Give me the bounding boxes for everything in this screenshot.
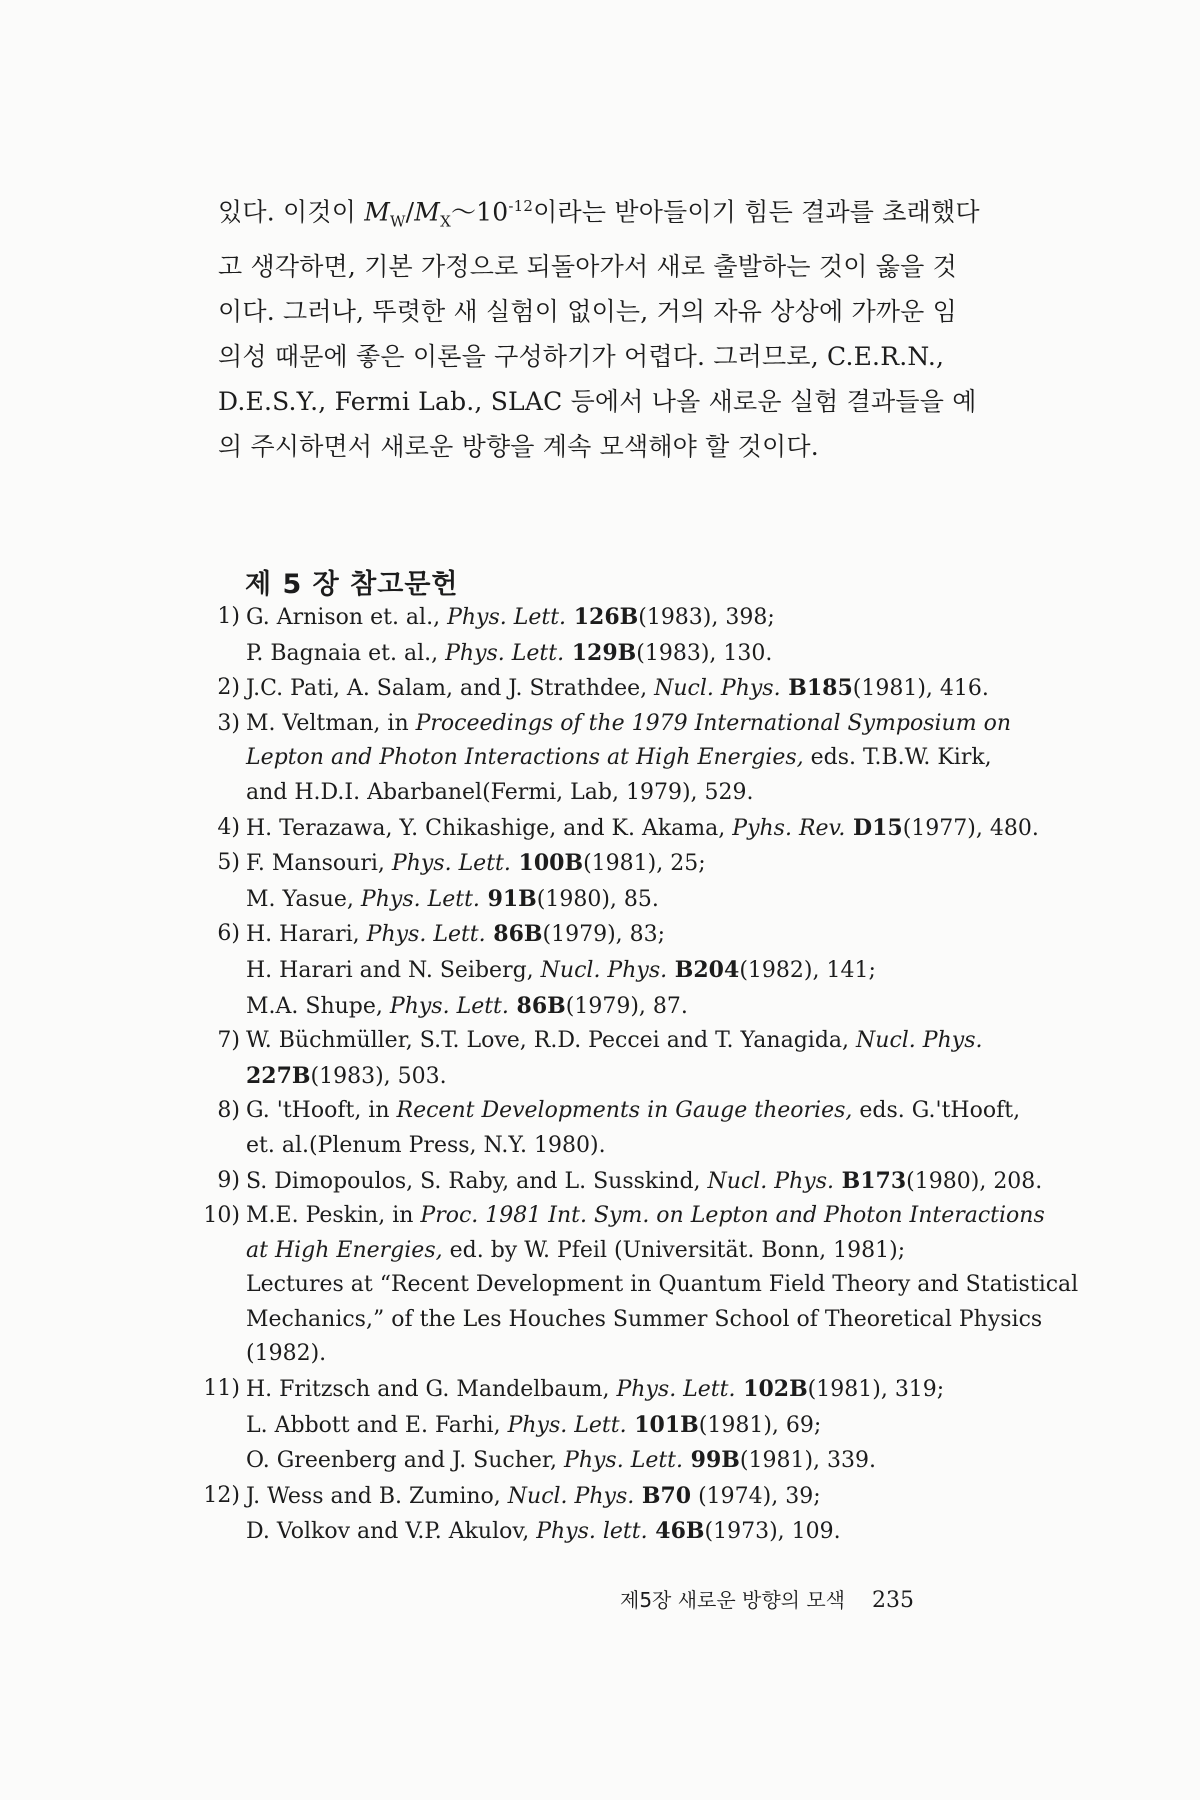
reference-text: (1979), 83; <box>542 922 666 948</box>
reference-text: D. Volkov and V.P. Akulov, <box>246 1519 537 1545</box>
reference-text: (1981), 339. <box>739 1448 877 1474</box>
reference-journal: Phys. Lett. <box>564 1448 684 1474</box>
reference-text: (1981), 416. <box>852 676 989 702</box>
reference-line <box>246 671 1016 707</box>
reference-journal: Phys. Lett. <box>447 605 567 630</box>
reference-journal: Nucl. Phys. <box>856 1028 983 1054</box>
reference-text: Lectures at “Recent Development in Quantum Field Theory and Statistical <box>246 1272 1079 1298</box>
reference-item <box>196 1199 1079 1372</box>
reference-number: 10) <box>203 1203 240 1229</box>
reference-journal: Phys. Lett. <box>507 1412 627 1438</box>
page-number: 235 <box>872 1588 914 1613</box>
reference-line <box>246 1129 1016 1164</box>
reference-text: (1983), 503. <box>310 1063 447 1089</box>
reference-journal: Nucl. Phys. <box>654 676 781 702</box>
reference-text: (1981), 25; <box>583 851 706 877</box>
reference-text: (1981), 69; <box>698 1412 822 1438</box>
reference-journal: Nucl. Phys. <box>707 1168 834 1194</box>
reference-text: M.E. Peskin, in <box>246 1203 421 1229</box>
reference-volume: 91B <box>479 885 537 912</box>
reference-line <box>246 1268 1079 1303</box>
reference-text: (1982), 141; <box>739 957 876 983</box>
reference-volume: D15 <box>845 814 903 841</box>
reference-text: ed. by W. Pfeil (Universität. Bonn, 1981); <box>442 1237 906 1263</box>
reference-item <box>196 846 1016 917</box>
reference-item <box>196 811 1039 847</box>
reference-text: L. Abbott and E. Farhi, <box>246 1412 508 1438</box>
reference-item <box>196 1164 1043 1200</box>
reference-text: (1979), 87. <box>565 993 688 1019</box>
reference-text: (1973), 109. <box>704 1519 841 1545</box>
reference-volume: 227B <box>246 1062 311 1089</box>
reference-journal: Proc. 1981 Int. Sym. on Lepton and Photon Interactions <box>420 1203 1045 1229</box>
reference-list <box>196 600 1079 1550</box>
reference-text: M.A. Shupe, <box>246 993 390 1019</box>
reference-volume: 86B <box>485 921 543 948</box>
reference-volume: 126B <box>566 604 639 630</box>
reference-journal: Phys. Lett. <box>445 640 565 666</box>
reference-text: (1982). <box>246 1341 327 1367</box>
reference-journal: Recent Developments in Gauge theories, <box>396 1098 853 1124</box>
reference-text: Mechanics,” of the Les Houches Summer School of Theoretical Physics <box>246 1306 1043 1332</box>
reference-number: 8) <box>217 1098 240 1124</box>
reference-line <box>246 917 1016 953</box>
reference-text: (1980), 85. <box>536 886 659 912</box>
reference-text: et. al.(Plenum Press, N.Y. 1980). <box>246 1132 606 1158</box>
reference-number: 3) <box>217 710 240 736</box>
reference-line <box>246 1337 1016 1372</box>
reference-item <box>196 600 1016 671</box>
reference-journal: Phys. Lett. <box>389 993 509 1019</box>
reference-text: H. Harari, <box>246 922 367 948</box>
reference-number: 2) <box>217 675 240 701</box>
reference-line <box>246 1094 1021 1129</box>
reference-line <box>246 707 1016 742</box>
reference-journal: Phys. Lett. <box>366 922 486 948</box>
reference-text: G. 'tHooft, in <box>246 1098 397 1124</box>
reference-volume: B173 <box>833 1167 907 1194</box>
reference-line <box>246 1234 1016 1269</box>
reference-number: 12) <box>203 1482 240 1508</box>
reference-line <box>246 636 1016 672</box>
reference-number: 9) <box>217 1167 240 1193</box>
reference-text: M. Yasue, <box>246 886 361 912</box>
reference-line <box>246 1372 1016 1408</box>
reference-item <box>196 917 1016 1024</box>
reference-text: F. Mansouri, <box>246 851 392 877</box>
reference-line <box>246 1303 1043 1338</box>
reference-text: H. Harari and N. Seiberg, <box>246 957 541 983</box>
intro-line-5: D.E.S.Y., Fermi Lab., SLAC 등에서 나올 새로운 실험 결과들을 예 <box>218 387 977 417</box>
reference-text: J. Wess and B. Zumino, <box>246 1483 508 1509</box>
reference-line <box>246 600 1016 636</box>
reference-volume: 101B <box>626 1411 699 1438</box>
reference-journal: Proceedings of the 1979 International Symposium on <box>415 710 1011 736</box>
reference-text: P. Bagnaia et. al., <box>246 640 446 666</box>
reference-item <box>196 1024 1016 1094</box>
reference-number: 7) <box>217 1028 240 1054</box>
reference-line <box>246 1514 1016 1550</box>
intro-line-3: 이다. 그러나, 뚜렷한 새 실험이 없이는, 거의 자유 상상에 가까운 임 <box>218 297 958 327</box>
reference-text: and H.D.I. Abarbanel(Fermi, Lab, 1979), 529. <box>246 779 754 805</box>
reference-line <box>246 1164 1043 1200</box>
running-head: 제5장 새로운 방향의 모색 <box>620 1588 845 1612</box>
reference-journal: Phys. Lett. <box>391 851 511 877</box>
reference-text: J.C. Pati, A. Salam, and J. Strathdee, <box>246 676 655 702</box>
reference-journal: Lepton and Photon Interactions at High Energies, <box>246 745 804 771</box>
page-footer <box>620 1584 914 1613</box>
reference-text: W. Büchmüller, S.T. Love, R.D. Peccei and T. Yanagida, <box>246 1028 857 1054</box>
reference-item <box>196 1372 1016 1479</box>
reference-number: 4) <box>217 814 240 840</box>
reference-text: (1981), 319; <box>807 1377 945 1403</box>
intro-line-2: 고 생각하면, 기본 가정으로 되돌아가서 새로 출발하는 것이 옳을 것 <box>218 252 957 282</box>
reference-journal: Phys. Lett. <box>360 886 480 912</box>
reference-text: eds. G.'tHooft, <box>852 1098 1021 1124</box>
reference-line <box>246 1408 1016 1444</box>
reference-line <box>246 882 1016 918</box>
reference-text: M. Veltman, in <box>246 710 416 736</box>
reference-line <box>246 1024 1016 1059</box>
reference-item <box>196 671 1016 707</box>
reference-text: (1980), 208. <box>906 1168 1043 1194</box>
reference-number: 5) <box>217 850 240 876</box>
reference-text: H. Terazawa, Y. Chikashige, and K. Akama, <box>246 815 733 841</box>
reference-journal: Phys. Lett. <box>616 1377 736 1403</box>
intro-line-6: 의 주시하면서 새로운 방향을 계속 모색해야 할 것이다. <box>218 432 819 462</box>
reference-text: (1974), 39; <box>691 1483 821 1509</box>
reference-text: S. Dimopoulos, S. Raby, and L. Susskind, <box>246 1168 708 1194</box>
reference-line <box>246 1059 1016 1095</box>
reference-line <box>246 1443 1016 1479</box>
reference-text: G. Arnison et. al., <box>246 605 448 630</box>
reference-text: (1983), 130. <box>636 640 773 666</box>
reference-text: eds. T.B.W. Kirk, <box>803 745 992 771</box>
reference-text: O. Greenberg and J. Sucher, <box>246 1448 565 1474</box>
reference-item <box>196 1479 1016 1550</box>
reference-journal: Nucl. Phys. <box>540 957 668 983</box>
reference-journal: Phys. lett. <box>536 1519 648 1545</box>
reference-item <box>196 1094 1021 1163</box>
intro-paragraph <box>218 184 998 469</box>
chapter-title: 제 5 장 참고문헌 <box>245 569 459 600</box>
reference-volume: 129B <box>564 639 637 666</box>
reference-volume: B70 <box>634 1482 692 1509</box>
reference-volume: 100B <box>510 850 584 877</box>
intro-line-4: 의성 때문에 좋은 이론을 구성하기가 어렵다. 그러므로, C.E.R.N., <box>218 342 945 372</box>
reference-text: (1983), 398; <box>638 605 775 630</box>
reference-line <box>246 776 1016 811</box>
reference-line <box>246 1199 1045 1234</box>
reference-number: 6) <box>217 921 240 947</box>
reference-volume: 46B <box>647 1518 705 1545</box>
reference-number: 1) <box>217 604 240 629</box>
reference-volume: B204 <box>667 956 740 983</box>
reference-text: (1977), 480. <box>902 815 1039 841</box>
reference-volume: 102B <box>735 1376 808 1403</box>
reference-line <box>246 846 1016 882</box>
reference-journal: at High Energies, <box>246 1237 443 1263</box>
reference-line <box>246 741 1016 776</box>
reference-volume: 86B <box>508 992 566 1019</box>
reference-text: H. Fritzsch and G. Mandelbaum, <box>246 1377 617 1403</box>
reference-journal: Nucl. Phys. <box>507 1483 635 1509</box>
reference-line <box>246 953 1016 989</box>
reference-volume: B185 <box>780 675 853 702</box>
reference-item <box>196 707 1016 811</box>
reference-number: 11) <box>203 1376 240 1402</box>
reference-volume: 99B <box>683 1447 740 1474</box>
reference-line <box>246 989 1016 1025</box>
intro-line-1: 있다. 이것이 $M_W/M_X\sim 10^{-12}$이라는 받아들이기 힘든 결과를 초래했다 <box>218 197 980 231</box>
reference-line <box>246 811 1039 847</box>
reference-line <box>246 1479 1016 1515</box>
reference-journal: Pyhs. Rev. <box>732 815 846 841</box>
